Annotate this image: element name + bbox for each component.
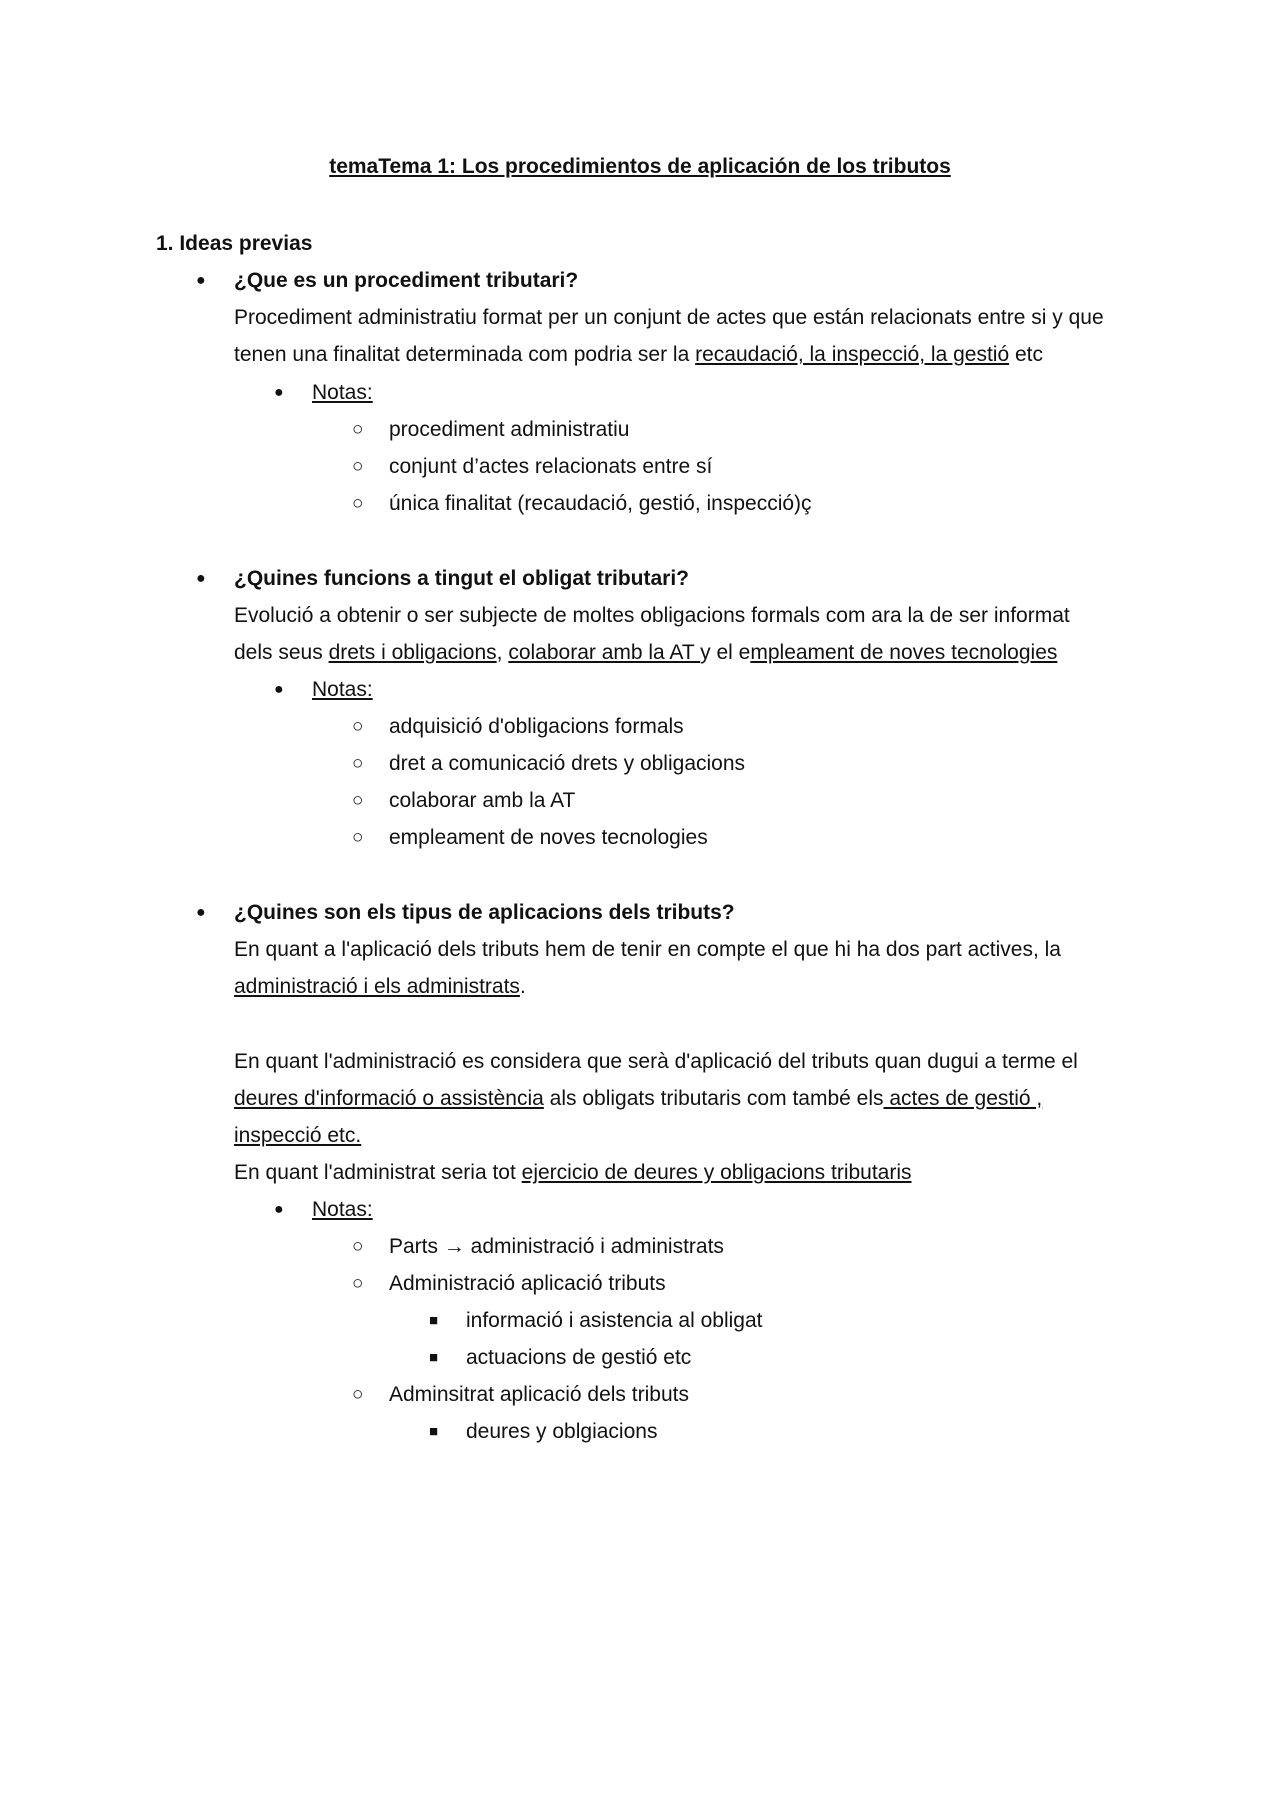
note-item: colaborar amb la AT xyxy=(389,789,576,812)
note-item: procediment administratiu xyxy=(389,418,630,441)
sub-note-item: actuacions de gestió etc xyxy=(466,1346,692,1369)
circle-marker: ○ xyxy=(352,1273,364,1294)
circle-marker: ○ xyxy=(352,456,364,477)
bullet-notes-2: ● xyxy=(274,681,284,698)
q3-p3-pre: En quant l'administrat seria tot xyxy=(234,1161,522,1184)
circle-marker: ○ xyxy=(352,827,364,848)
q3-p1-line-2 xyxy=(234,972,526,1002)
notes-label-3: Notas: xyxy=(312,1198,373,1221)
page-title: temaTema 1: Los procedimientos de aplicación de los tributos xyxy=(329,155,951,178)
note-item: adquisició d'obligacions formals xyxy=(389,715,684,738)
square-marker: ■ xyxy=(429,1312,439,1329)
q1-text-post: etc xyxy=(1009,343,1043,366)
note-item: única finalitat (recaudació, gestió, inspecció)ç xyxy=(389,492,812,515)
q3-p1-post: . xyxy=(519,975,526,998)
bullet-q3: ● xyxy=(196,904,206,921)
q1-text-pre: tenen una finalitat determinada com podria ser la xyxy=(234,343,696,366)
note-item: conjunt d’actes relacionats entre sí xyxy=(389,455,713,478)
bullet-notes-1: ● xyxy=(274,384,284,401)
q3-p2-line-2 xyxy=(234,1084,1042,1114)
sub-note-item: informació i asistencia al obligat xyxy=(466,1309,763,1332)
bullet-q2: ● xyxy=(196,570,206,587)
circle-marker: ○ xyxy=(352,753,364,774)
q3-p2-underlined-1: deures d'informació o assistència xyxy=(234,1087,544,1110)
circle-marker: ○ xyxy=(352,1384,364,1405)
bullet-notes-3: ● xyxy=(274,1201,284,1218)
q3-p2-line-1: En quant l'administració es considera que serà d'aplicació del tributs quan dugui a terme el xyxy=(234,1050,1078,1073)
question-3: ¿Quines son els tipus de aplicacions dels tributs? xyxy=(234,901,735,924)
note-item: dret a comunicació drets y obligacions xyxy=(389,752,746,775)
notes-label-2: Notas: xyxy=(312,678,373,701)
q1-text-line-2 xyxy=(234,340,1043,370)
bullet-q1: ● xyxy=(196,272,206,289)
q2-text-d: colaborar amb la AT xyxy=(508,641,701,664)
q1-text-underlined: recaudació, la inspecció, la gestió xyxy=(695,343,1010,366)
section-heading: 1. Ideas previas xyxy=(156,232,313,255)
note-item: Adminsitrat aplicació dels tributs xyxy=(389,1383,689,1406)
square-marker: ■ xyxy=(429,1349,439,1366)
sub-note-item: deures y oblgiacions xyxy=(466,1420,658,1443)
square-marker: ■ xyxy=(429,1423,439,1440)
q2-text-f: mpleament de noves tecnologies xyxy=(750,641,1058,664)
circle-marker: ○ xyxy=(352,1236,364,1257)
q3-p2-line-3: inspecció etc. xyxy=(234,1124,362,1147)
note-item: empleament de noves tecnologies xyxy=(389,826,708,849)
circle-marker: ○ xyxy=(352,716,364,737)
q3-p3-underlined: ejercicio de deures y obligacions tributaris xyxy=(521,1161,912,1184)
q2-text-b: drets i obligacions xyxy=(328,641,497,664)
note-item: Parts → administració i administrats xyxy=(389,1235,724,1258)
q3-p1-line-1: En quant a l'aplicació dels tributs hem de tenir en compte el que hi ha dos part actives, la xyxy=(234,938,1061,961)
notes-label-1: Notas: xyxy=(312,381,373,404)
q1-text-line-1: Procediment administratiu format per un conjunt de actes que están relacionats entre si y que xyxy=(234,306,1104,329)
q2-text-line-2 xyxy=(234,638,1057,668)
q3-p2-underlined-2: actes de gestió , xyxy=(883,1087,1043,1110)
question-2: ¿Quines funcions a tingut el obligat tributari? xyxy=(234,567,689,590)
q2-text-c: , xyxy=(496,641,509,664)
q2-text-e: y el e xyxy=(700,641,751,664)
q2-text-line-1: Evolució a obtenir o ser subjecte de moltes obligacions formals com ara la de ser informat xyxy=(234,604,1070,627)
q3-p3 xyxy=(234,1158,912,1188)
circle-marker: ○ xyxy=(352,493,364,514)
q3-p2-mid: als obligats tributaris com també els xyxy=(543,1087,884,1110)
circle-marker: ○ xyxy=(352,790,364,811)
circle-marker: ○ xyxy=(352,419,364,440)
question-1: ¿Que es un procediment tributari? xyxy=(234,269,579,292)
q2-text-a: dels seus xyxy=(234,641,329,664)
q3-p1-underlined: administració i els administrats xyxy=(234,975,520,998)
note-item: Administració aplicació tributs xyxy=(389,1272,666,1295)
